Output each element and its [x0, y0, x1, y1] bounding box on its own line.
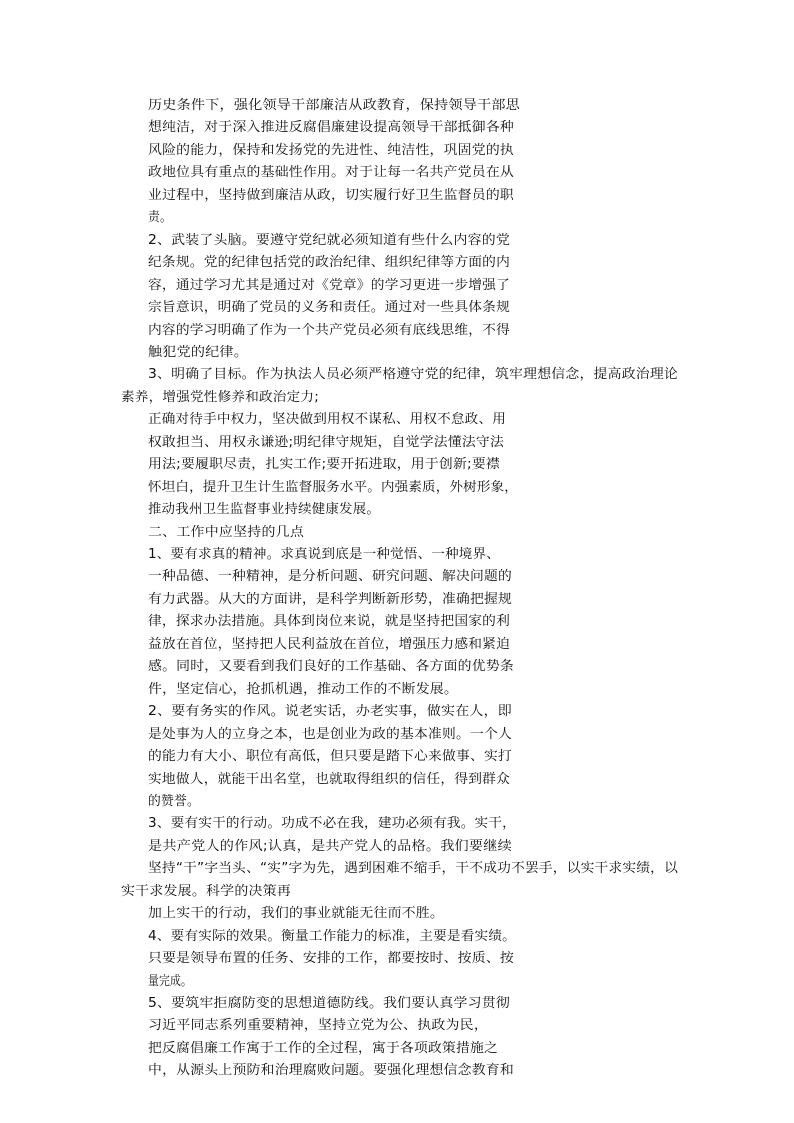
- text-line: 纪条规。党的纪律包括党的政治纪律、组织纪律等方面的内: [148, 255, 511, 270]
- text-line: 想纯洁，对于深入推进反腐倡廉建设提高领导干部抵御各种: [148, 120, 514, 135]
- text-line: 坚持“干”字当头、“实”字为先，遇到困难不缩手，干不成功不罢手，以实干求实绩，以: [148, 861, 679, 876]
- text-line: 2、武装了头脑。要遵守党纪就必须知道有些什么内容的党: [148, 233, 511, 248]
- text-line: 习近平同志系列重要精神，坚持立党为公、执政为民，: [148, 1018, 489, 1033]
- text-line: 一种品德、一种精神，是分析问题、研究问题、解决问题的: [148, 569, 513, 584]
- text-line: 风险的能力，保持和发扬党的先进性、纯洁性，巩固党的执: [148, 143, 514, 158]
- text-line: 的赞誉。: [148, 794, 200, 809]
- text-line: 益放在首位，坚持把人民利益放在首位，增强压力感和紧迫: [148, 637, 511, 652]
- text-line: 把反腐倡廉工作寓于工作的全过程，寓于各项政策措施之: [148, 1041, 499, 1056]
- text-line: 内容的学习明确了作为一个共产党员必须有底线思维，不得: [148, 323, 511, 338]
- text-line: 用法;要履职尽责，扎实工作;要开拓进取，用于创新;要襟: [148, 457, 500, 472]
- text-line: 推动我州卫生监督事业持续健康发展。: [148, 502, 380, 517]
- text-line: 感。同时，又要看到我们良好的工作基础、各方面的优势条: [148, 659, 514, 674]
- text-line: 3、明确了目标。作为执法人员必须严格遵守党的纪律，筑牢理想信念，提高政治理论: [148, 367, 679, 382]
- text-line: 怀坦白，提升卫生计生监督服务水平。内强素质，外树形象，: [148, 480, 518, 495]
- text-line: 二、工作中应坚持的几点: [148, 525, 305, 540]
- text-line: 律，探求办法措施。具体到岗位来说，就是坚持把国家的利: [148, 614, 511, 629]
- text-line: 3、要有实干的行动。功成不必在我，建功必须有我。实干，: [148, 816, 516, 831]
- text-line: 业过程中，坚持做到廉洁从政，切实履行好卫生监督员的职: [148, 188, 514, 203]
- text-line: 的能力有大小、职位有高低，但只要是踏下心来做事、实打: [148, 749, 513, 764]
- text-line: 4、要有实际的效果。衡量工作能力的标准，主要是看实绩。: [148, 929, 516, 944]
- text-line: 历史条件下，强化领导干部廉洁从政教育，保持领导干部思: [148, 98, 520, 113]
- text-line: 实地做人，就能干出名堂，也就取得组织的信任，得到群众: [148, 772, 511, 787]
- text-line: 实干求发展。科学的决策再: [121, 884, 292, 899]
- text-line: 量完成。: [148, 974, 192, 989]
- text-line: 是处事为人的立身之本，也是创业为政的基本准则。一个人: [148, 727, 513, 742]
- text-line: 件，坚定信心，抢抓机遇，推动工作的不断发展。: [148, 682, 459, 697]
- text-line: 只要是领导布置的任务、安排的工作，都要按时、按质、按: [148, 951, 514, 966]
- text-line: 加上实干的行动，我们的事业就能无往而不胜。: [148, 906, 444, 921]
- text-line: 政地位具有重点的基础性作用。对于让每一名共产党员在从: [148, 165, 514, 180]
- text-line: 中，从源头上预防和治理腐败问题。要强化理想信念教育和: [148, 1063, 514, 1078]
- text-line: 权敢担当、用权永谦逊;明纪律守规矩，自觉学法懂法守法: [148, 435, 505, 450]
- text-line: 是共产党人的作风;认真，是共产党人的品格。我们要继续: [148, 839, 513, 854]
- text-line: 2、要有务实的作风。说老实话，办老实事，做实在人，即: [148, 704, 513, 719]
- text-line: 1、要有求真的精神。求真说到底是一种觉悟、一种境界、: [148, 547, 500, 562]
- text-line: 素养，增强党性修养和政治定力;: [121, 390, 320, 405]
- text-line: 5、要筑牢拒腐防变的思想道德防线。我们要认真学习贯彻: [148, 996, 511, 1011]
- text-line: 责。: [148, 210, 173, 225]
- text-line: 触犯党的纪律。: [148, 345, 249, 360]
- text-line: 有力武器。从大的方面讲，是科学判断新形势，准确把握规: [148, 592, 513, 607]
- text-line: 宗旨意识，明确了党员的义务和责任。通过对一些具体条规: [148, 300, 511, 315]
- text-line: 容，通过学习尤其是通过对《党章》的学习更进一步增强了: [148, 278, 511, 293]
- text-line: 正确对待手中权力，坚决做到用权不谋私、用权不怠政、用: [148, 412, 506, 427]
